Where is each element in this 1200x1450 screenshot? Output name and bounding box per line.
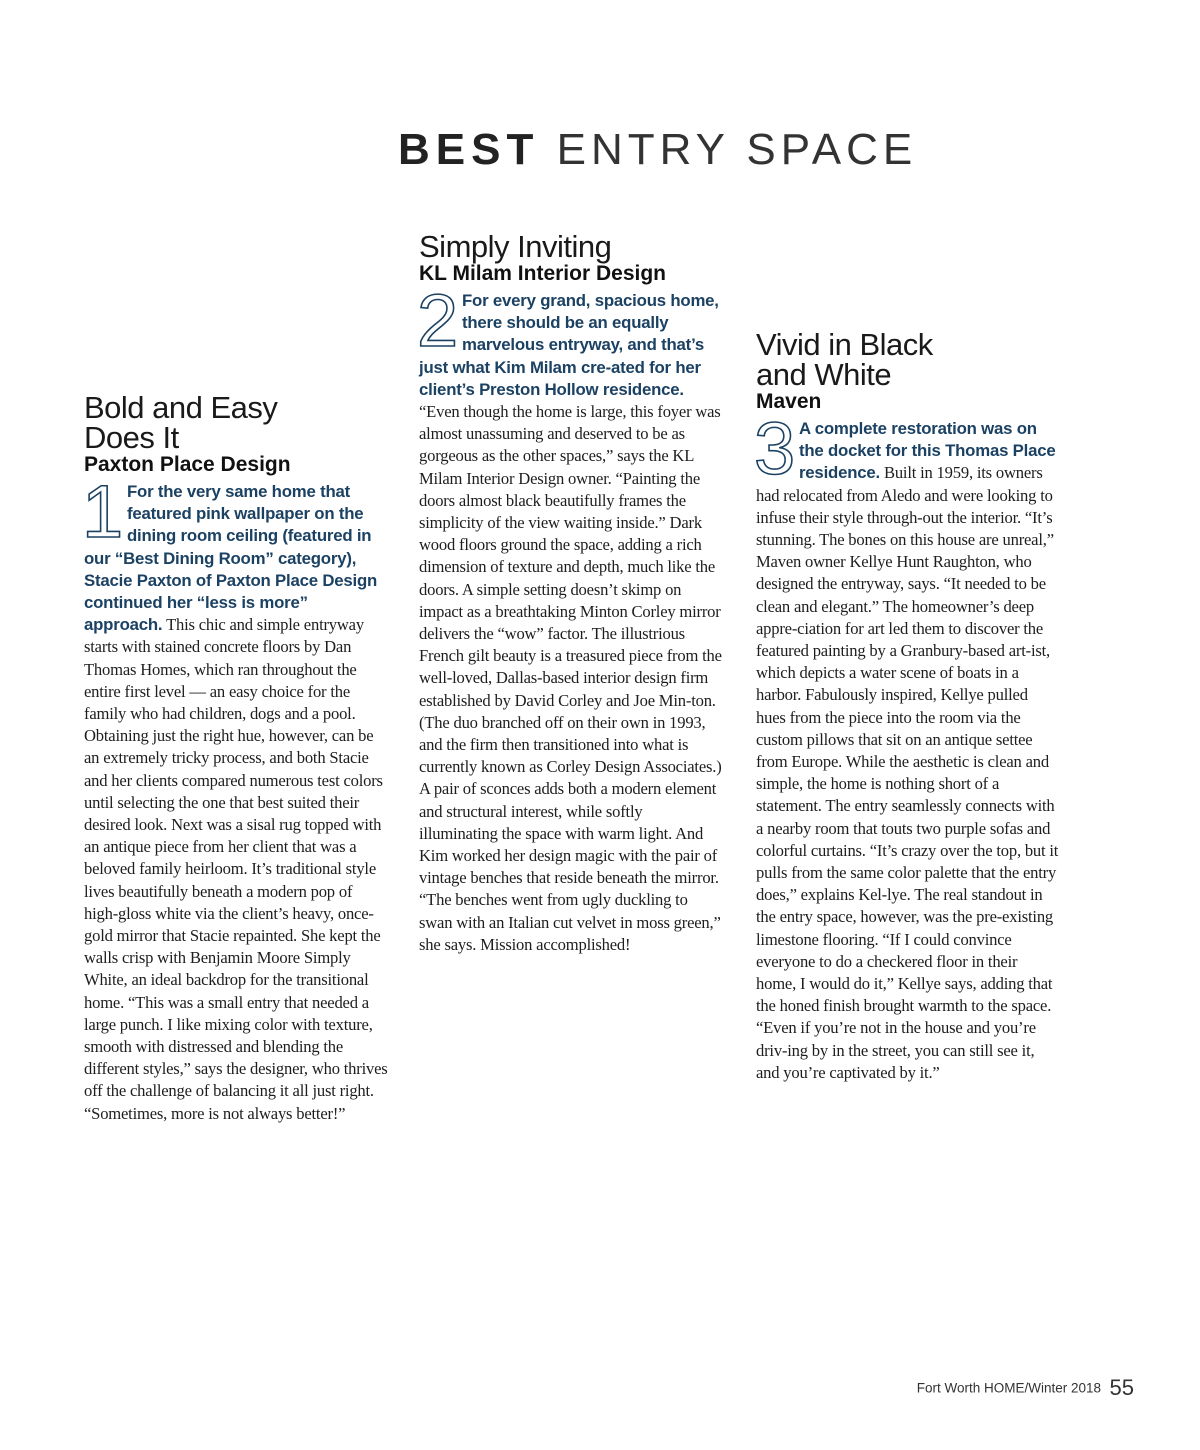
page-footer [917, 1375, 1134, 1401]
heading-bold: BEST [398, 125, 540, 174]
article-title [419, 229, 724, 264]
article-firm: Maven [756, 390, 822, 413]
drop-cap-number: 1 [82, 470, 123, 553]
article-1 [82, 390, 389, 1125]
footer-separator: / [1024, 1380, 1029, 1396]
article-title [756, 327, 1061, 392]
page-number: 55 [1109, 1375, 1134, 1400]
footer-publication: Fort Worth HOME [916, 1380, 1025, 1396]
article-title [84, 390, 389, 455]
article-body [417, 279, 724, 956]
article-3 [754, 327, 1061, 1084]
article-lead: For every grand, spacious home, there should be an equally marvelous entryway, and that’s just what Kim Milam cre-ated for her client’s Preston Hollow residence. [419, 291, 719, 399]
article-text: Built in 1959, its owners had relocated from Aledo and were looking to infuse their style through-out the interior. “It’s stunning. The bones on this house are unreal,” Maven owner Kellye Hunt Raughton, who designed the entryway, says. “It needed to be clean and elegant.” The homeowner’s deep appre-ciation for art led them to discover the featured painting by a Granbury-based art-ist, which depicts a water scene of boats in a harbor. Fabulously inspired, Kellye pulled hues from the piece into the room via the custom pillows that sit on an antique settee from Europe. While the aesthetic is clean and simple, the home is nothing short of a statement. The entry seamlessly connects with a nearby room that touts two purple sofas and colorful curtains. “It’s crazy over the top, but it pulls from the same color palette that the entry does,” explains Kel-lye. The real standout in the entry space, however, was the pre-existing limestone flooring. “If I could convince everyone to do a checkered floor in their home, I would do it,” Kellye says, adding that the honed finish brought warmth to the space. “Even if you’re not in the house and you’re driv-ing by in the street, you can still see it, and you’re captivated by it.” [756, 463, 1059, 1082]
article-body [754, 407, 1061, 1084]
article-2 [417, 229, 724, 956]
article-text: This chic and simple entryway starts with stained concrete floors by Dan Thomas Homes, which ran throughout the entire first level — an easy choice for the family who had children, dogs and a pool. Obtaining just the right hue, however, can be an extremely tricky process, and both Stacie and her clients compared numerous test colors until selecting the one that best suited their desired look. Next was a sisal rug topped with an antique piece from her client that was a beloved family heirloom. It’s traditional style lives beautifully beneath a modern pop of high-gloss white via the client’s heavy, once-gold mirror that Stacie repainted. She kept the walls crisp with Benjamin Moore Simply White, an ideal backdrop for the transitional home. “This was a small entry that needed a large punch. I like mixing color with texture, smooth with distressed and blending the different styles,” says the designer, who thrives off the challenge of balancing it all just right. “Sometimes, more is not always better!” [84, 615, 388, 1123]
article-lead: For the very same home that featured pink wallpaper on the dining room ceiling (featured in our “Best Dining Room” category), Stacie Paxton of Paxton Place Design continued her “less is more” approach. [84, 482, 378, 635]
article-firm: KL Milam Interior Design [419, 262, 666, 285]
article-title-line1: Bold and Easy [84, 390, 278, 425]
article-lead: A complete restoration was on the docket for this Thomas Place residence. [798, 419, 1056, 483]
page-heading [398, 125, 958, 174]
heading-light: ENTRY SPACE [556, 125, 918, 174]
article-title-line1: Vivid in Black [756, 327, 933, 362]
drop-cap-number: 2 [417, 279, 458, 362]
article-text: “Even though the home is large, this foyer was almost unassuming and deserved to be as gorgeous as the other spaces,” says the KL Milam Interior Design owner. “Painting the doors almost black beautifully frames the simplicity of the view waiting inside.” Dark wood floors ground the space, adding a rich dimension of texture and depth, much like the doors. A simple setting doesn’t skimp on impact as a breathtaking Minton Corley mirror delivers the “wow” factor. The illustrious French gilt beauty is a treasured piece from the well-loved, Dallas-based interior design firm established by David Corley and Joe Min-ton. (The duo branched off on their own in 1993, and the firm then transitioned into what is currently known as Corley Design Associates.) A pair of sconces adds both a modern element and structural interest, while softly illuminating the space with warm light. And Kim worked her design magic with the pair of vintage benches that reside beneath the mirror. “The benches went from ugly duckling to swan with an Italian cut velvet in moss green,” she says. Mission accomplished! [419, 402, 722, 954]
article-title-line2: and White [756, 357, 892, 392]
article-firm: Paxton Place Design [84, 453, 291, 476]
drop-cap-number: 3 [754, 407, 795, 490]
article-title-line1: Simply Inviting [419, 229, 612, 264]
article-body [82, 470, 389, 1125]
article-title-line2: Does It [84, 420, 179, 455]
footer-issue: Winter 2018 [1028, 1380, 1102, 1396]
